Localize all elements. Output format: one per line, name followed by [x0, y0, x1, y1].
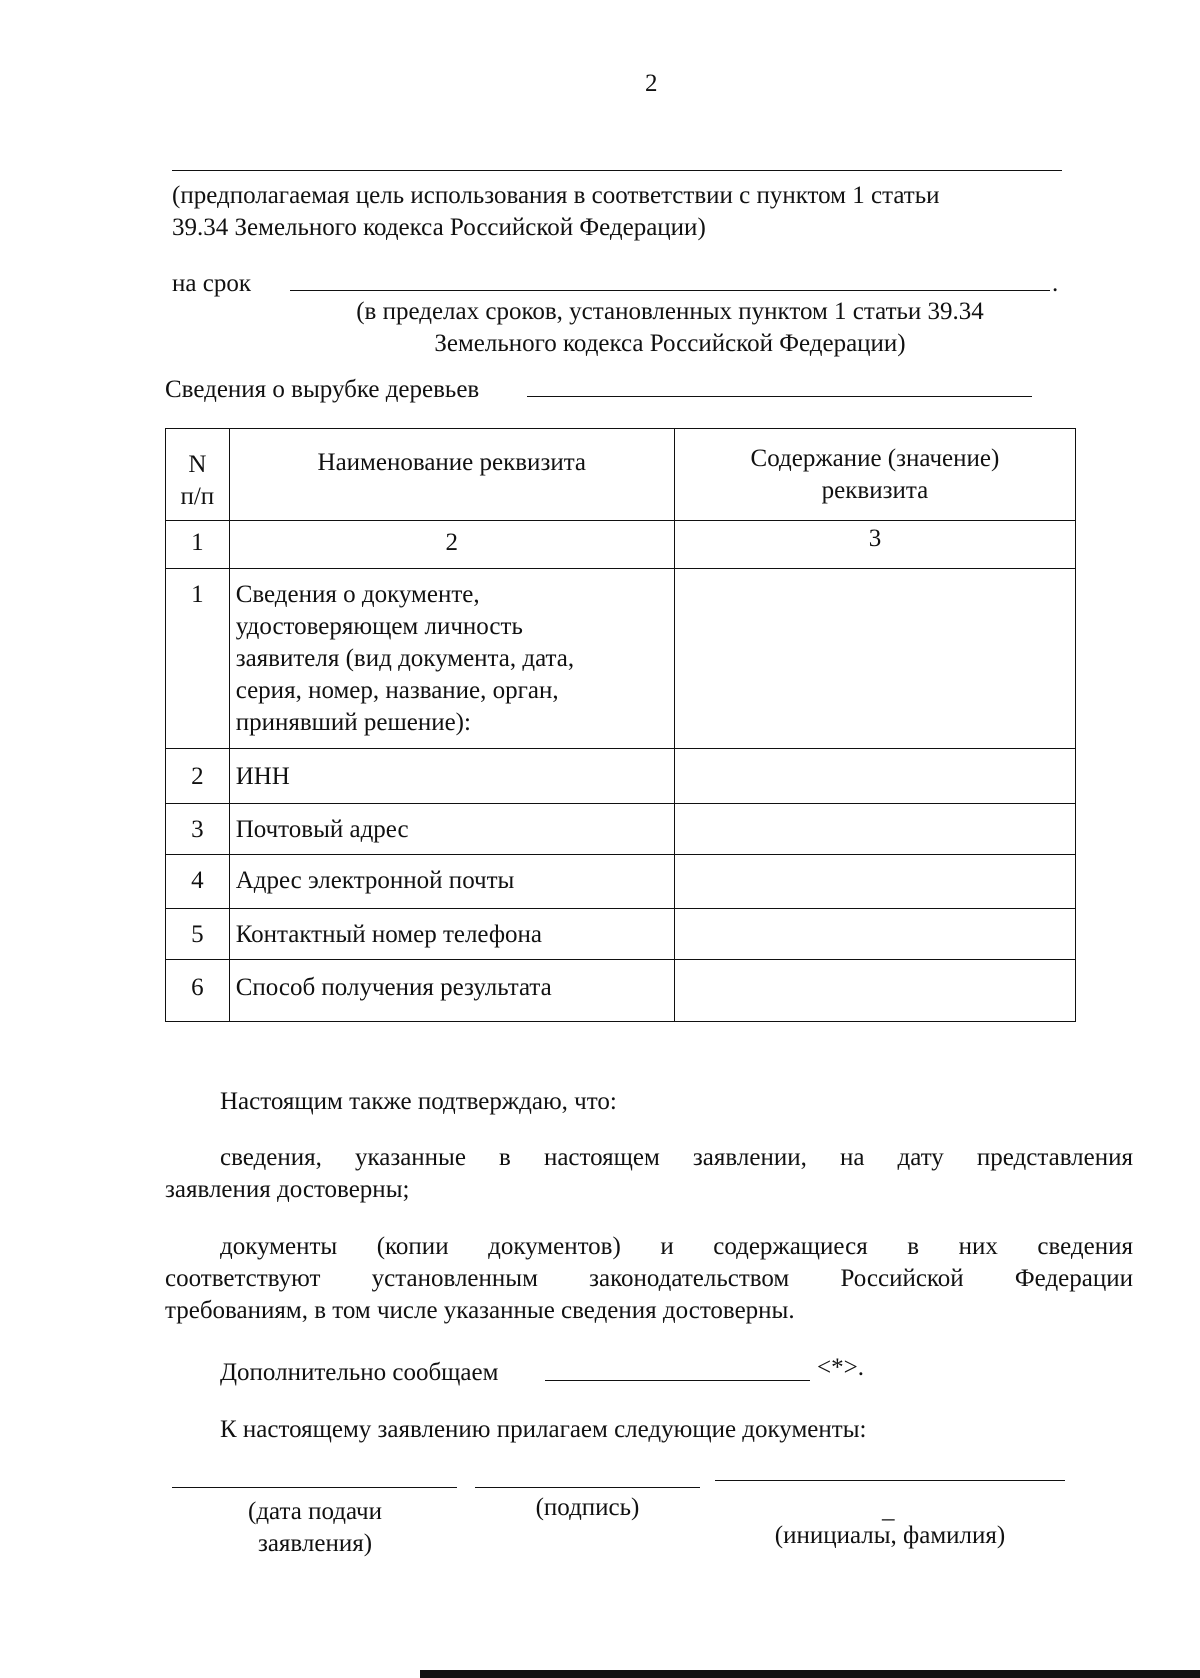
signature-fill-line[interactable]	[475, 1487, 700, 1488]
date-fill-line[interactable]	[172, 1487, 457, 1488]
term-end-period: .	[1052, 270, 1059, 297]
name-fill-line[interactable]	[715, 1480, 1065, 1481]
row-value-cell[interactable]	[674, 804, 1075, 855]
row-num: 3	[166, 804, 230, 855]
row-num: 5	[166, 909, 230, 960]
header-value-line-2: реквизита	[821, 477, 929, 504]
header-name	[229, 429, 674, 521]
header-num-line-2: п/п	[180, 483, 215, 510]
purpose-caption-line-2: 39.34 Земельного кодекса Российской Федерации)	[172, 214, 706, 241]
row-name-line: Сведения о документе,	[235, 581, 480, 608]
purpose-caption-line-1: (предполагаемая цель использования в соответствии с пунктом 1 статьи	[172, 182, 940, 209]
row-name: Контактный номер телефона	[229, 909, 674, 960]
row-value-cell[interactable]	[674, 855, 1075, 909]
row-name	[229, 569, 674, 749]
row-num: 4	[166, 855, 230, 909]
header-name-text: Наименование реквизита	[317, 449, 587, 476]
term-fill-line[interactable]	[290, 290, 1050, 291]
purpose-fill-line[interactable]	[172, 170, 1062, 171]
row-value-cell[interactable]	[674, 569, 1075, 749]
additional-label: Дополнительно сообщаем	[220, 1359, 499, 1386]
additional-fill-line[interactable]	[545, 1380, 810, 1381]
row-num: 6	[166, 960, 230, 1022]
row-value-cell[interactable]	[674, 960, 1075, 1022]
header-num	[166, 429, 230, 521]
para2-line-3: требованиям, в том числе указанные сведения достоверны.	[165, 1297, 795, 1324]
table-row	[166, 855, 1076, 909]
row-value-cell[interactable]	[674, 909, 1075, 960]
confirm-intro: Настоящим также подтверждаю, что:	[220, 1088, 617, 1115]
index-cell-1: 1	[166, 521, 230, 569]
table-row	[166, 960, 1076, 1022]
table-row	[166, 569, 1076, 749]
row-num: 2	[166, 749, 230, 804]
row-name-line: серия, номер, название, орган,	[235, 677, 559, 704]
row-name-line: принявший решение):	[235, 709, 471, 736]
index-cell-2: 2	[229, 521, 674, 569]
signature-caption: (подпись)	[535, 1494, 640, 1521]
name-caption: (инициалы, фамилия)	[774, 1522, 1006, 1549]
requisites-table	[165, 428, 1076, 1022]
page-number: 2	[645, 70, 658, 97]
para1-line-2: заявления достоверны;	[165, 1176, 410, 1203]
para2-line-2: соответствуют установленным законодательством Российской Федерации	[165, 1265, 1133, 1292]
table-index-row	[166, 521, 1076, 569]
para1-line-1: сведения, указанные в настоящем заявлении, на дату представления	[220, 1144, 1133, 1171]
table-header-row	[166, 429, 1076, 521]
table-row	[166, 749, 1076, 804]
table-row	[166, 804, 1076, 855]
trees-fill-line[interactable]	[527, 396, 1032, 397]
trees-label: Сведения о вырубке деревьев	[165, 376, 480, 403]
row-num: 1	[166, 569, 230, 749]
header-value	[674, 429, 1075, 521]
para2-line-1: документы (копии документов) и содержащиеся в них сведения	[220, 1233, 1133, 1260]
additional-suffix: <*>.	[817, 1354, 864, 1381]
row-name: Адрес электронной почты	[229, 855, 674, 909]
term-caption-line-2: Земельного кодекса Российской Федерации)	[434, 330, 906, 357]
header-num-line-1: N	[188, 451, 207, 478]
scan-edge-bar	[420, 1670, 1200, 1678]
row-name: Почтовый адрес	[229, 804, 674, 855]
row-name: Способ получения результата	[229, 960, 674, 1022]
name-caption-dash: _	[882, 1496, 895, 1523]
date-caption-line-1: (дата подачи	[248, 1498, 382, 1525]
row-name-line: удостоверяющем личность	[235, 613, 523, 640]
table-row	[166, 909, 1076, 960]
row-name-line: заявителя (вид документа, дата,	[235, 645, 575, 672]
date-caption-line-2: заявления)	[257, 1530, 373, 1557]
attach-label: К настоящему заявлению прилагаем следующие документы:	[220, 1416, 867, 1443]
term-label: на срок	[172, 270, 251, 297]
row-name: ИНН	[229, 749, 674, 804]
row-value-cell[interactable]	[674, 749, 1075, 804]
header-value-line-1: Содержание (значение)	[750, 445, 1000, 472]
term-caption-line-1: (в пределах сроков, установленных пунктом 1 статьи 39.34	[356, 298, 984, 325]
index-cell-3: 3	[674, 521, 1075, 569]
